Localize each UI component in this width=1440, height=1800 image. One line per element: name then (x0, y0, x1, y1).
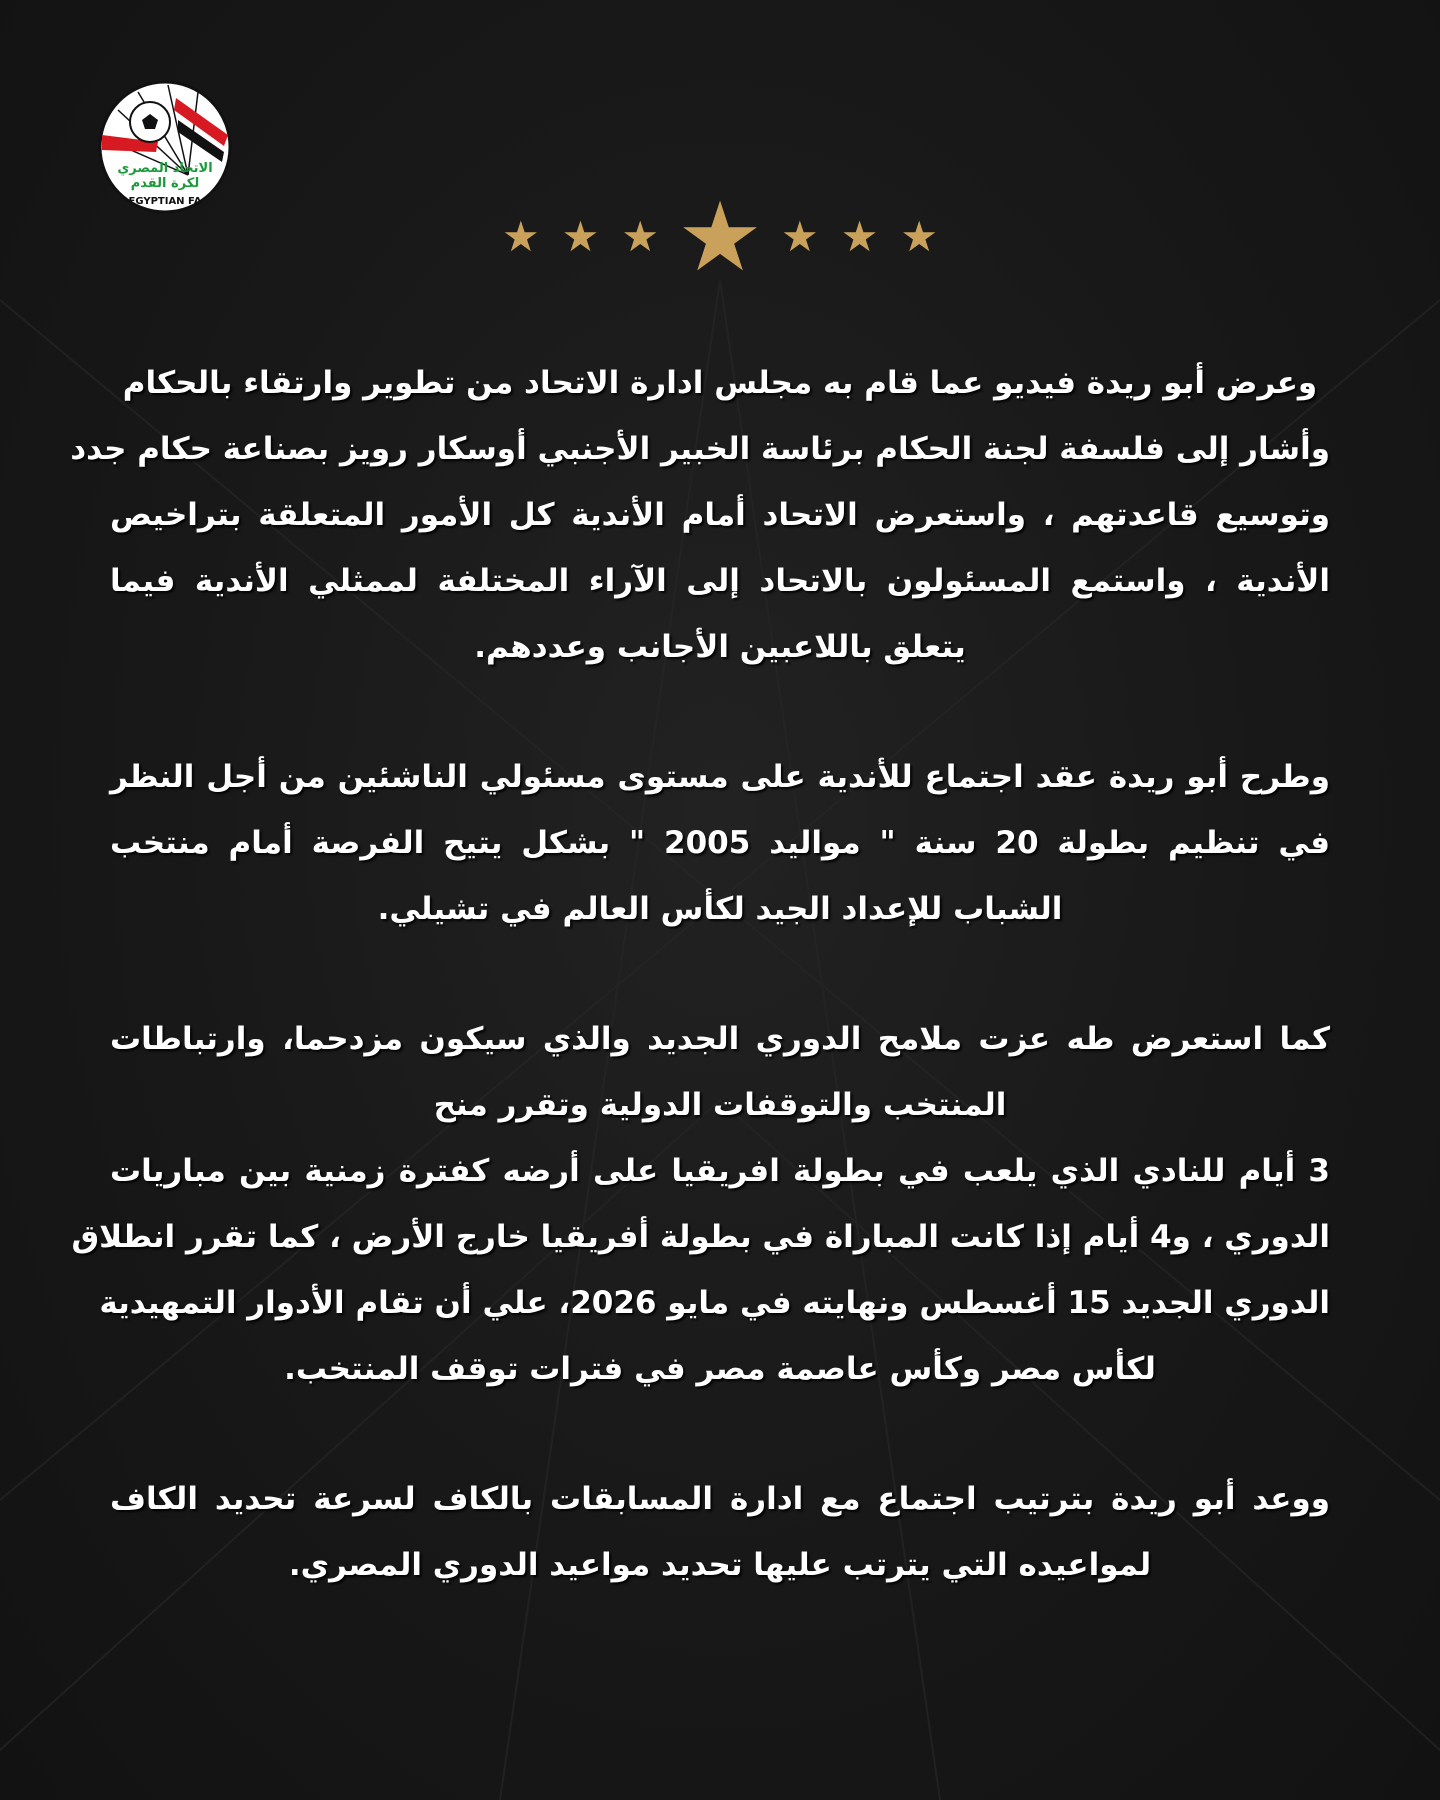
text-line: وطرح أبو ريدة عقد اجتماع للأندية على مستوى مسئولي الناشئين من أجل النظر (110, 759, 1330, 795)
svg-text:لكرة القدم: لكرة القدم (130, 176, 200, 191)
star-icon: ★ (621, 212, 659, 261)
star-icon: ★ (502, 212, 540, 261)
text-line: المنتخب والتوقفات الدولية وتقرر منح (433, 1087, 1007, 1123)
star-icon: ★ (781, 212, 819, 261)
text-line: وتوسيع قاعدتهم ، واستعرض الاتحاد أمام الأندية كل الأمور المتعلقة بتراخيص (110, 497, 1330, 533)
text-line: الدوري الجديد 15 أغسطس ونهايته في مايو 2026، علي أن تقام الأدوار التمهيدية (99, 1285, 1330, 1321)
text-line: 3 أيام للنادي الذي يلعب في بطولة افريقيا على أرضه كفترة زمنية بين مباريات (110, 1153, 1330, 1189)
text-line: الأندية ، واستمع المسئولون بالاتحاد إلى الآراء المختلفة لممثلي الأندية فيما (110, 563, 1330, 599)
paragraph (110, 744, 1330, 942)
paragraph (71, 1006, 1330, 1402)
paragraph (70, 350, 1330, 680)
star-icon: ★ (900, 212, 938, 261)
paragraph (110, 1466, 1330, 1598)
text-line: لمواعيده التي يترتب عليها تحديد مواعيد الدوري المصري. (288, 1547, 1152, 1583)
article-body (70, 350, 1330, 1662)
text-line: يتعلق باللاعبين الأجانب وعددهم. (474, 629, 966, 665)
text-line: في تنظيم بطولة 20 سنة " مواليد 2005 " بشكل يتيح الفرصة أمام منتخب (110, 825, 1330, 861)
text-line: وأشار إلى فلسفة لجنة الحكام برئاسة الخبير الأجنبي أوسكار رويز بصناعة حكام جدد (70, 431, 1330, 467)
svg-text:EGYPTIAN FA: EGYPTIAN FA (128, 196, 202, 207)
star-icon: ★ (840, 212, 879, 261)
text-line: الشباب للإعداد الجيد لكأس العالم في تشيلي. (377, 891, 1063, 927)
text-line: ووعد أبو ريدة بترتيب اجتماع مع ادارة المسابقات بالكاف لسرعة تحديد الكاف (110, 1481, 1330, 1517)
text-line: لكأس مصر وكأس عاصمة مصر في فترات توقف المنتخب. (284, 1351, 1156, 1387)
text-line: وعرض أبو ريدة فيديو عما قام به مجلس ادارة الاتحاد من تطوير وارتقاء بالحكام (122, 365, 1318, 401)
large-star-icon: ★ (676, 181, 764, 293)
text-line: الدوري ، و4 أيام إذا كانت المباراة في بطولة أفريقيا خارج الأرض ، كما تقرر انطلاق (71, 1219, 1330, 1255)
star-icon: ★ (561, 212, 600, 261)
text-line: كما استعرض طه عزت ملامح الدوري الجديد والذي سيكون مزدحما، وارتباطات (110, 1021, 1330, 1057)
svg-text:الاتحاد المصري: الاتحاد المصري (117, 161, 213, 176)
